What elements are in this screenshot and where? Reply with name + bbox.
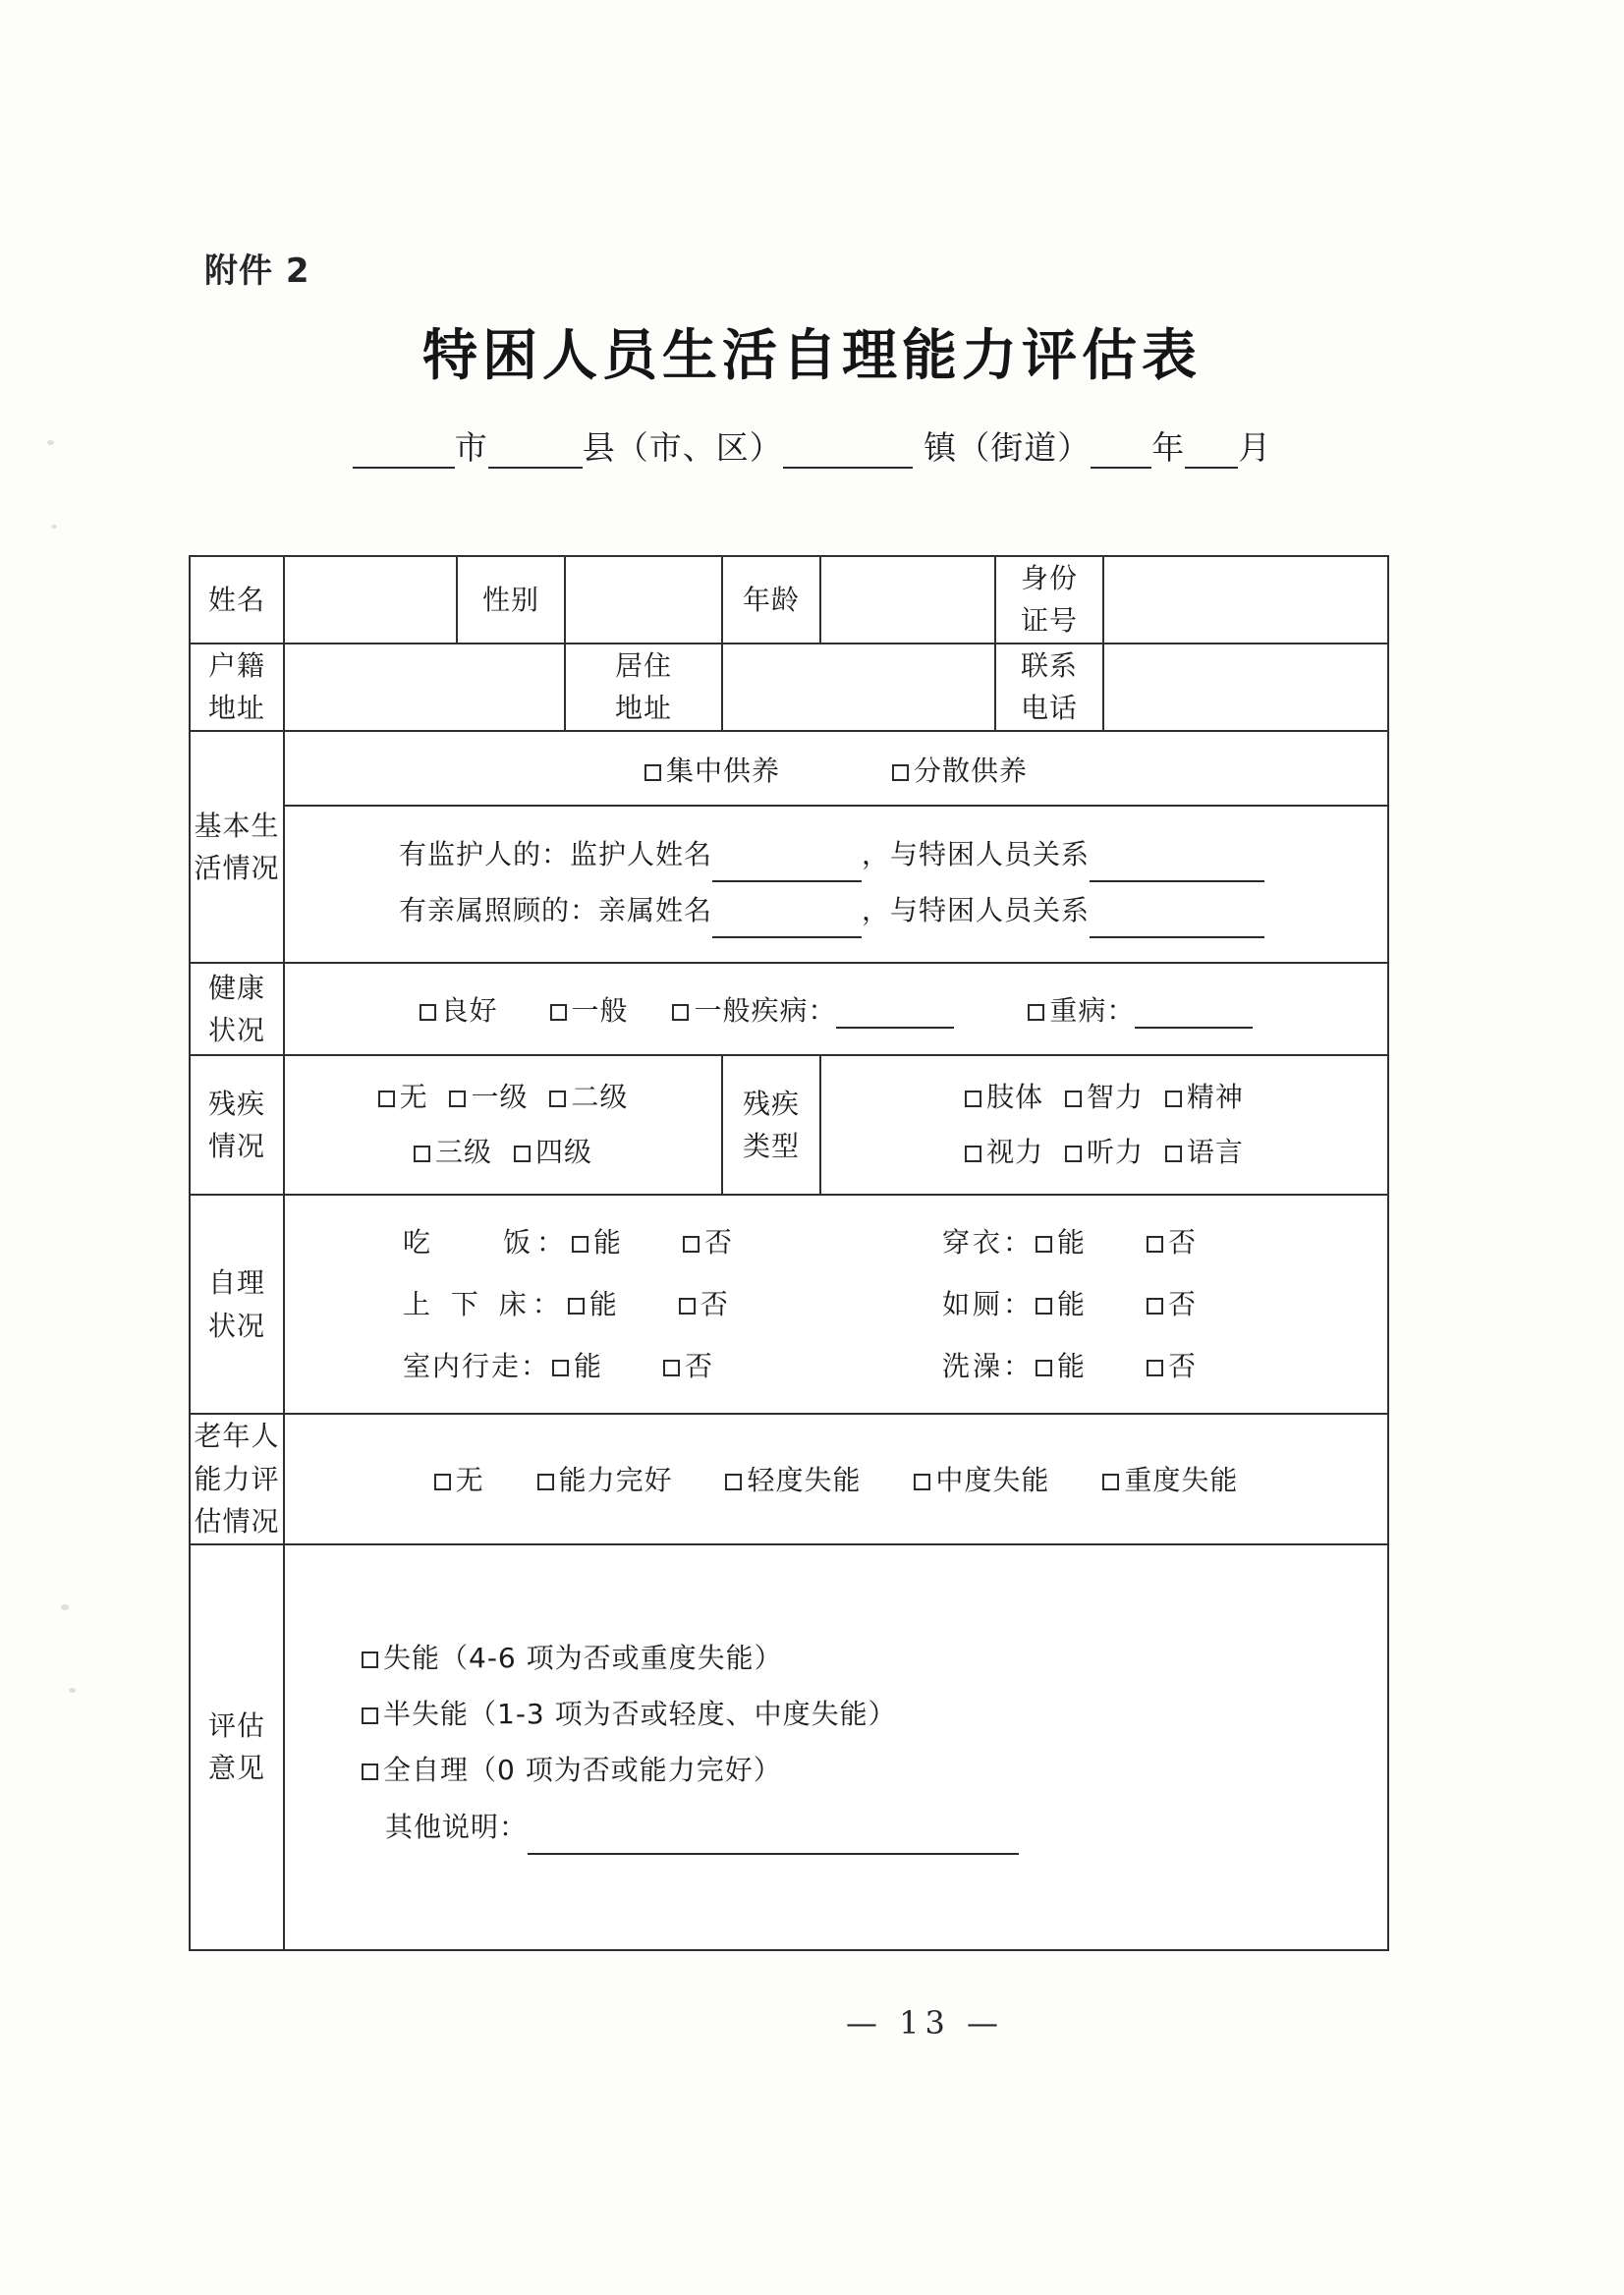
relative-name-blank[interactable] <box>712 908 862 938</box>
attachment-label: 附件 2 <box>204 252 310 291</box>
option-disability-hearing[interactable] <box>1065 1125 1144 1180</box>
elder-ability-options <box>285 1420 1387 1538</box>
option-elder-severe[interactable] <box>1102 1459 1238 1498</box>
option-dressing-yes-label: 能 <box>1057 1226 1087 1259</box>
disability-level-line1 <box>285 1070 721 1125</box>
county-suffix-label: 县（市、区） <box>582 428 783 467</box>
option-elder-severe-label: 重度失能 <box>1124 1464 1239 1497</box>
self-care-item-dressing-label: 穿衣： <box>942 1226 1035 1259</box>
option-disability-none[interactable] <box>378 1070 428 1125</box>
option-disability-level1-label: 一级 <box>471 1081 529 1114</box>
checkbox-icon[interactable] <box>420 1004 436 1021</box>
health-status-label-line1: 健康 <box>207 971 265 1004</box>
option-fully-self-care-label: 全自理（0 项为否或能力完好） <box>383 1754 782 1787</box>
relative-line <box>399 882 1387 938</box>
option-bathing-yes-label: 能 <box>1057 1350 1087 1383</box>
option-elder-intact-label: 能力完好 <box>558 1464 673 1497</box>
checkbox-icon[interactable] <box>1165 1091 1182 1107</box>
assessment-opinion-label-line1: 评估 <box>207 1708 265 1742</box>
assessment-opinion-content <box>284 1544 1388 1951</box>
option-toileting-no[interactable] <box>1147 1273 1197 1335</box>
disability-type-label-line1: 残疾 <box>742 1087 800 1120</box>
elder-ability-label <box>190 1414 284 1543</box>
other-note-label: 其他说明： <box>385 1810 529 1843</box>
year-suffix-label: 年 <box>1151 428 1186 467</box>
option-bathing-no-label: 否 <box>1168 1350 1198 1383</box>
option-elder-mild-label: 轻度失能 <box>747 1464 862 1497</box>
option-disability-physical-label: 肢体 <box>986 1081 1044 1114</box>
relative-relation-blank[interactable] <box>1090 908 1264 938</box>
option-disability-mental[interactable] <box>1165 1070 1244 1125</box>
option-disability-speech[interactable] <box>1165 1125 1244 1180</box>
hukou-address-label <box>190 644 284 731</box>
relative-line-prefix: 有亲属照顾的：亲属姓名 <box>399 893 713 926</box>
self-care-content <box>284 1195 1388 1414</box>
id-number-label <box>995 556 1103 644</box>
option-health-average[interactable] <box>550 989 629 1029</box>
table-row-assessment-opinion <box>190 1544 1388 1951</box>
disability-type-line2 <box>821 1125 1387 1180</box>
checkbox-icon[interactable] <box>1028 1004 1044 1021</box>
option-disability-level3-label: 三级 <box>435 1136 493 1169</box>
id-number-label-line1: 身份 <box>1020 562 1078 594</box>
checkbox-icon[interactable] <box>568 1298 585 1315</box>
other-note-line <box>362 1799 1387 1855</box>
health-status-label <box>190 963 284 1055</box>
elder-ability-label-line3: 估情况 <box>194 1505 280 1539</box>
option-eating-no-label: 否 <box>704 1226 734 1259</box>
age-label: 年龄 <box>722 556 820 644</box>
other-note-blank[interactable] <box>528 1824 1019 1855</box>
option-disability-level4-label: 四级 <box>534 1136 592 1169</box>
checkbox-icon[interactable] <box>1036 1360 1052 1376</box>
hukou-address-value-field[interactable] <box>284 644 565 731</box>
checkbox-icon[interactable] <box>1147 1298 1163 1315</box>
option-common-illness-label: 一般疾病： <box>694 994 837 1028</box>
option-disability-none-label: 无 <box>399 1081 428 1114</box>
city-suffix-label: 市 <box>454 428 488 467</box>
option-serious-illness-label: 重病： <box>1049 994 1136 1028</box>
health-status-label-line2: 状况 <box>207 1014 265 1047</box>
checkbox-icon[interactable] <box>1165 1146 1182 1162</box>
option-disability-physical[interactable] <box>965 1070 1043 1125</box>
option-semi-disabled[interactable] <box>362 1686 1387 1742</box>
table-row-elder-ability <box>190 1414 1388 1543</box>
option-toileting-yes-label: 能 <box>1057 1288 1087 1321</box>
residence-address-label-line1: 居住 <box>614 648 672 682</box>
self-care-item-toileting <box>836 1273 1387 1335</box>
town-blank[interactable] <box>783 432 913 469</box>
self-care-row-3 <box>285 1335 1387 1397</box>
table-row-disability <box>190 1055 1388 1195</box>
year-blank[interactable] <box>1091 432 1151 469</box>
page-title: 特困人员生活自理能力评估表 <box>422 323 1202 388</box>
self-care-item-indoor-walking <box>285 1335 836 1397</box>
relative-line-middle: ，与特困人员关系 <box>862 893 1091 926</box>
scan-speckle <box>51 525 57 529</box>
option-disability-level1[interactable] <box>449 1070 528 1125</box>
guardian-line-middle: ，与特困人员关系 <box>862 837 1091 870</box>
option-disability-intellectual-label: 智力 <box>1086 1081 1144 1114</box>
name-value-field[interactable] <box>284 556 457 644</box>
checkbox-icon[interactable] <box>725 1474 742 1490</box>
self-care-item-eating <box>285 1211 836 1273</box>
health-options <box>285 964 1387 1054</box>
basic-life-label-line2: 活情况 <box>194 851 280 884</box>
option-disability-mental-label: 精神 <box>1186 1081 1244 1114</box>
option-elder-mild[interactable] <box>725 1459 861 1498</box>
serious-illness-blank[interactable] <box>1135 998 1253 1029</box>
option-disability-vision-label: 视力 <box>986 1136 1044 1169</box>
elder-ability-content <box>284 1414 1388 1543</box>
checkbox-icon[interactable] <box>572 1236 588 1253</box>
option-disability-intellectual[interactable] <box>1065 1070 1144 1125</box>
option-eating-yes[interactable] <box>572 1211 622 1273</box>
basic-life-label-line1: 基本生 <box>194 809 280 842</box>
option-eating-yes-label: 能 <box>593 1226 623 1259</box>
self-care-items <box>285 1196 1387 1413</box>
checkbox-icon[interactable] <box>362 1707 378 1724</box>
residence-address-label <box>565 644 722 731</box>
checkbox-icon[interactable] <box>672 1004 689 1021</box>
checkbox-icon[interactable] <box>914 1474 930 1490</box>
basic-life-label <box>190 731 284 964</box>
checkbox-icon[interactable] <box>1036 1298 1052 1315</box>
table-row-self-care <box>190 1195 1388 1414</box>
disability-type-label <box>722 1055 820 1195</box>
option-bed-transfer-yes[interactable] <box>568 1273 618 1335</box>
gender-value-field[interactable] <box>565 556 722 644</box>
self-care-item-dressing <box>836 1211 1387 1273</box>
option-elder-intact[interactable] <box>537 1459 673 1498</box>
checkbox-icon[interactable] <box>378 1091 395 1107</box>
self-care-label-line1: 自理 <box>207 1266 265 1300</box>
common-illness-blank[interactable] <box>836 998 954 1029</box>
self-care-item-toileting-label: 如厕： <box>942 1288 1035 1321</box>
age-value-field[interactable] <box>820 556 995 644</box>
option-dispersed-support-label: 分散供养 <box>913 754 1028 787</box>
hukou-address-label-line1: 户籍 <box>207 648 265 682</box>
option-dressing-no-label: 否 <box>1168 1226 1198 1259</box>
id-number-value-field[interactable] <box>1103 556 1388 644</box>
checkbox-icon[interactable] <box>965 1146 981 1162</box>
disability-level-line2 <box>285 1125 721 1180</box>
scan-speckle <box>61 1604 69 1610</box>
self-care-item-bed-transfer <box>285 1273 836 1335</box>
option-disabled-label: 失能（4-6 项为否或重度失能） <box>383 1641 783 1674</box>
checkbox-icon[interactable] <box>1147 1360 1163 1376</box>
option-disability-speech-label: 语言 <box>1186 1136 1244 1169</box>
option-centralized-support-label: 集中供养 <box>666 754 781 787</box>
option-disability-hearing-label: 听力 <box>1086 1136 1144 1169</box>
elder-ability-label-line1: 老年人 <box>194 1420 280 1453</box>
option-disability-level2[interactable] <box>549 1070 628 1125</box>
guardian-line <box>399 826 1387 882</box>
self-care-item-eating-label: 吃 饭： <box>403 1226 571 1259</box>
option-health-good-label: 良好 <box>440 994 498 1028</box>
checkbox-icon[interactable] <box>892 764 909 781</box>
option-disabled[interactable] <box>362 1630 1387 1686</box>
checkbox-icon[interactable] <box>549 1091 566 1107</box>
disability-level-content <box>284 1055 722 1195</box>
residence-address-label-line2: 地址 <box>614 692 672 725</box>
name-label: 姓名 <box>190 556 284 644</box>
option-bed-transfer-yes-label: 能 <box>588 1288 618 1321</box>
checkbox-icon[interactable] <box>449 1091 466 1107</box>
option-bathing-yes[interactable] <box>1036 1335 1086 1397</box>
option-dressing-no[interactable] <box>1147 1211 1197 1273</box>
county-blank[interactable] <box>488 432 583 469</box>
self-care-label-line2: 状况 <box>207 1309 265 1342</box>
table-row-health <box>190 963 1388 1055</box>
option-health-average-label: 一般 <box>571 994 629 1028</box>
phone-value-field[interactable] <box>1103 644 1388 731</box>
disability-status-label-line2: 情况 <box>207 1130 265 1163</box>
disability-type-content <box>820 1055 1388 1195</box>
support-type-options <box>285 732 1387 807</box>
disability-status-label <box>190 1055 284 1195</box>
caregiver-lines <box>285 807 1387 963</box>
checkbox-icon[interactable] <box>1065 1146 1082 1162</box>
gender-label: 性别 <box>457 556 565 644</box>
table-row-basic-life <box>190 731 1388 964</box>
option-semi-disabled-label: 半失能（1-3 项为否或轻度、中度失能） <box>383 1697 897 1730</box>
self-care-item-bathing-label: 洗澡： <box>942 1350 1035 1383</box>
checkbox-icon[interactable] <box>1102 1474 1119 1490</box>
option-bathing-no[interactable] <box>1147 1335 1197 1397</box>
option-disability-level2-label: 二级 <box>571 1081 629 1114</box>
checkbox-icon[interactable] <box>683 1236 700 1253</box>
checkbox-icon[interactable] <box>362 1651 378 1668</box>
option-bed-transfer-no[interactable] <box>679 1273 729 1335</box>
assessment-opinion-options <box>285 1545 1387 1950</box>
option-elder-none[interactable] <box>434 1459 484 1498</box>
self-care-item-bathing <box>836 1335 1387 1397</box>
self-care-item-indoor-walking-label: 室内行走： <box>403 1350 551 1383</box>
disability-level-options <box>285 1056 721 1194</box>
checkbox-icon[interactable] <box>550 1004 567 1021</box>
checkbox-icon[interactable] <box>362 1763 378 1780</box>
basic-life-content <box>284 731 1388 964</box>
phone-label-line1: 联系 <box>1020 648 1078 682</box>
option-elder-moderate-label: 中度失能 <box>935 1464 1050 1497</box>
guardian-name-blank[interactable] <box>712 852 862 882</box>
town-suffix-label: 镇（街道） <box>924 428 1092 467</box>
option-bed-transfer-no-label: 否 <box>700 1288 729 1321</box>
location-date-line <box>0 422 1624 469</box>
health-status-content <box>284 963 1388 1055</box>
self-care-row-1 <box>285 1211 1387 1273</box>
disability-type-line1 <box>821 1070 1387 1125</box>
option-disability-level4[interactable] <box>514 1125 592 1180</box>
option-eating-no[interactable] <box>683 1211 733 1273</box>
option-dressing-yes[interactable] <box>1036 1211 1086 1273</box>
month-blank[interactable] <box>1185 432 1238 469</box>
hukou-address-label-line2: 地址 <box>207 692 265 725</box>
option-dispersed-support[interactable] <box>892 750 1028 789</box>
checkbox-icon[interactable] <box>1036 1236 1052 1253</box>
option-health-good[interactable] <box>420 989 498 1029</box>
self-care-label <box>190 1195 284 1414</box>
scan-speckle <box>69 1688 76 1693</box>
option-disability-level3[interactable] <box>414 1125 492 1180</box>
guardian-relation-blank[interactable] <box>1090 852 1264 882</box>
residence-address-value-field[interactable] <box>722 644 995 731</box>
self-care-item-bed-transfer-label: 上 下 床： <box>403 1288 566 1321</box>
option-indoor-walking-yes-label: 能 <box>574 1350 603 1383</box>
city-blank[interactable] <box>353 432 455 469</box>
option-toileting-yes[interactable] <box>1036 1273 1086 1335</box>
month-suffix-label: 月 <box>1238 428 1272 467</box>
option-toileting-no-label: 否 <box>1168 1288 1198 1321</box>
option-fully-self-care[interactable] <box>362 1742 1387 1798</box>
phone-label-line2: 电话 <box>1020 692 1078 725</box>
assessment-opinion-label <box>190 1544 284 1951</box>
phone-label <box>995 644 1103 731</box>
disability-status-label-line1: 残疾 <box>207 1087 265 1120</box>
checkbox-icon[interactable] <box>663 1360 680 1376</box>
option-disability-vision[interactable] <box>965 1125 1043 1180</box>
assessment-opinion-label-line2: 意见 <box>207 1752 265 1785</box>
table-row-identity <box>190 556 1388 644</box>
assessment-form-table <box>189 555 1389 1951</box>
table-row-address <box>190 644 1388 731</box>
checkbox-icon[interactable] <box>552 1360 569 1376</box>
option-indoor-walking-no[interactable] <box>663 1335 713 1397</box>
elder-ability-label-line2: 能力评 <box>194 1462 280 1495</box>
checkbox-icon[interactable] <box>679 1298 696 1315</box>
self-care-row-2 <box>285 1273 1387 1335</box>
checkbox-icon[interactable] <box>434 1474 451 1490</box>
option-common-illness[interactable] <box>672 989 954 1029</box>
option-serious-illness[interactable] <box>1028 989 1253 1029</box>
disability-type-options <box>821 1056 1387 1194</box>
checkbox-icon[interactable] <box>965 1091 981 1107</box>
checkbox-icon[interactable] <box>1147 1236 1163 1253</box>
checkbox-icon[interactable] <box>1065 1091 1082 1107</box>
option-indoor-walking-yes[interactable] <box>552 1335 602 1397</box>
disability-type-label-line2: 类型 <box>742 1130 800 1163</box>
id-number-label-line2: 证号 <box>1020 604 1078 638</box>
checkbox-icon[interactable] <box>414 1146 430 1162</box>
option-indoor-walking-no-label: 否 <box>685 1350 714 1383</box>
checkbox-icon[interactable] <box>644 764 661 781</box>
option-elder-none-label: 无 <box>455 1464 484 1497</box>
checkbox-icon[interactable] <box>537 1474 554 1490</box>
option-elder-moderate[interactable] <box>914 1459 1049 1498</box>
option-centralized-support[interactable] <box>644 750 780 789</box>
guardian-line-prefix: 有监护人的：监护人姓名 <box>399 837 713 870</box>
checkbox-icon[interactable] <box>514 1146 531 1162</box>
page-number: — 13 — <box>845 2004 1005 2042</box>
